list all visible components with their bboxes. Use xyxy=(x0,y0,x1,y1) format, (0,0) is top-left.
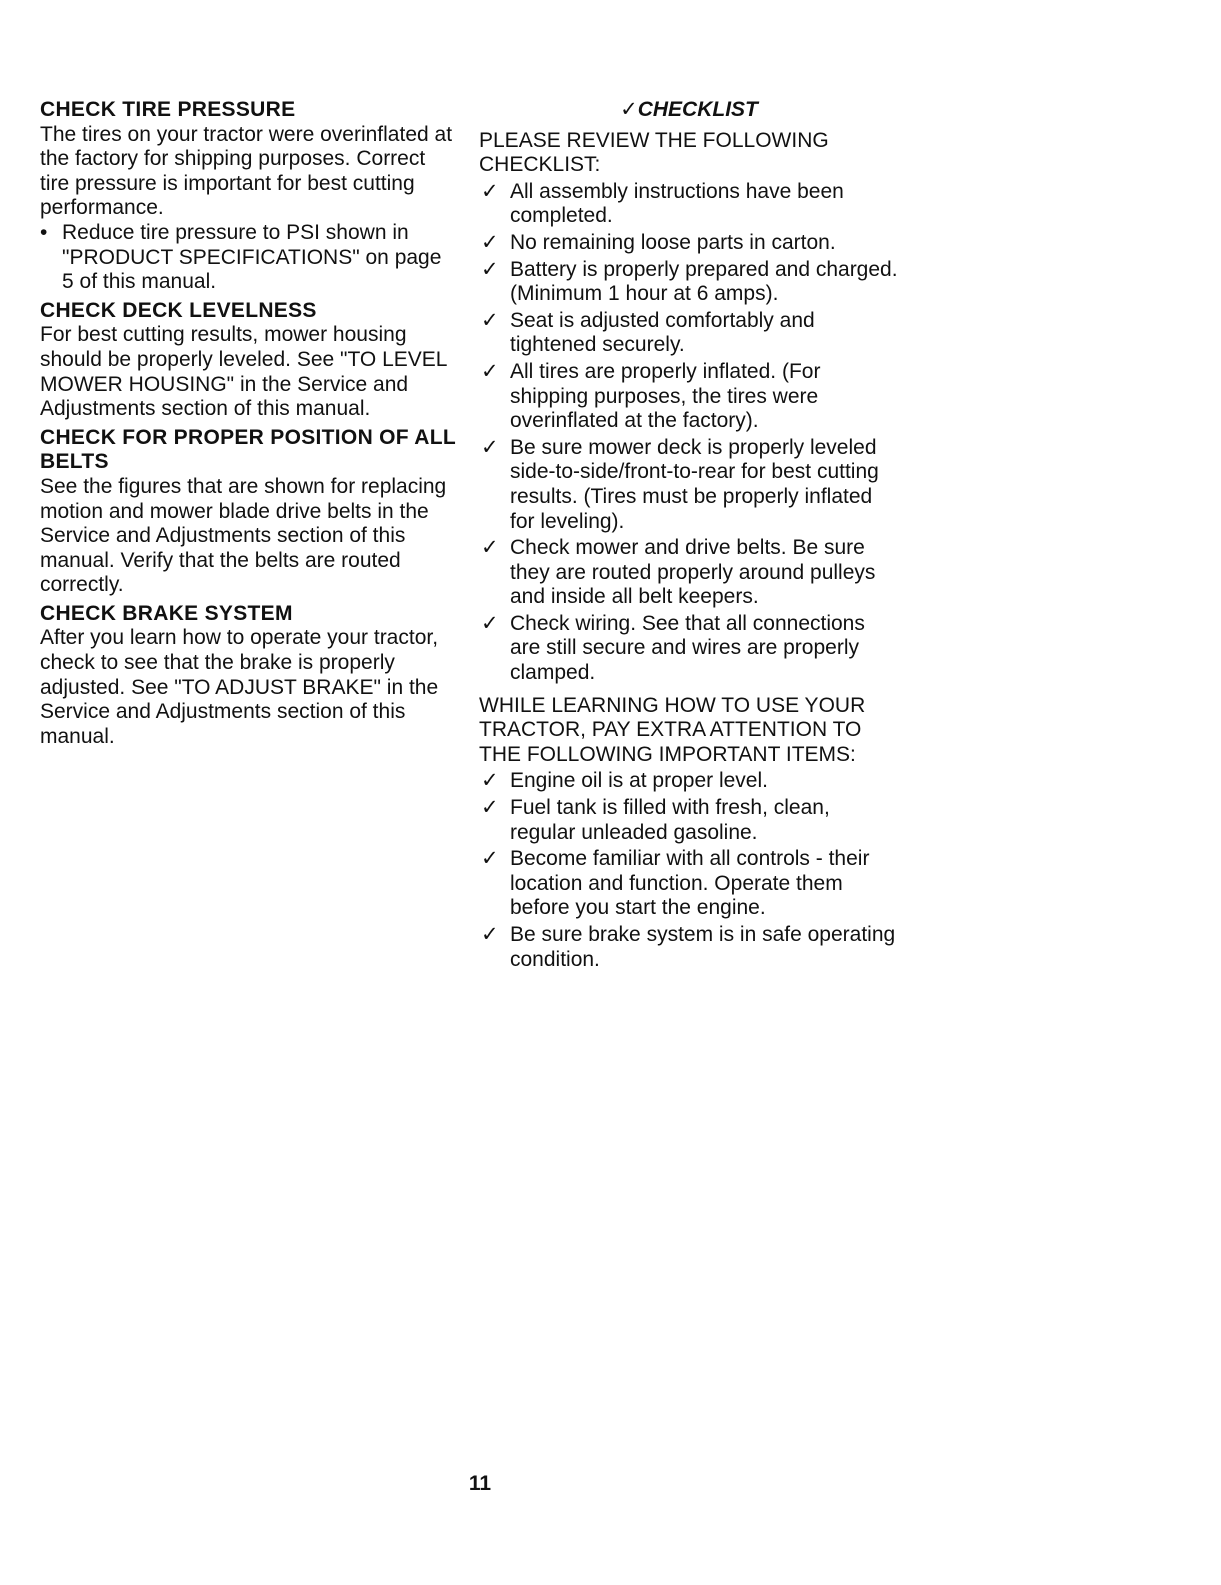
check-mark-icon: ✓ xyxy=(481,230,499,254)
checklist-item xyxy=(479,769,899,794)
checklist-item xyxy=(479,923,899,972)
section-body: After you learn how to operate your tractor, check to see that the brake is properly adjusted. See "TO ADJUST BRAKE" in the Service and Adjustments section of this manual. xyxy=(40,626,439,748)
check-mark-icon: ✓ xyxy=(481,796,499,820)
section-deck-levelness xyxy=(40,299,458,422)
section-heading: CHECK DECK LEVELNESS xyxy=(40,298,317,322)
section-body: The tires on your tractor were overinflated at the factory for shipping purposes. Correct tire pressure is important for best cutting performance. xyxy=(40,122,453,220)
section-belts xyxy=(40,426,458,598)
check-mark-icon: ✓ xyxy=(481,179,499,203)
important-items-list xyxy=(479,769,899,972)
checklist-item-text: Battery is properly prepared and charged. (Minimum 1 hour at 6 amps). xyxy=(510,257,898,306)
checklist-item xyxy=(479,309,899,358)
checklist-item xyxy=(479,180,899,229)
important-items-intro: WHILE LEARNING HOW TO USE YOUR TRACTOR, PAY EXTRA ATTENTION TO THE FOLLOWING IMPORTANT ITEMS: xyxy=(479,693,866,766)
right-column xyxy=(479,98,899,974)
checklist-item-text: Check wiring. See that all connections are still secure and wires are properly clamped. xyxy=(510,611,865,685)
check-mark-icon: ✓ xyxy=(481,257,499,281)
checklist-item xyxy=(479,360,899,434)
check-mark-icon: ✓ xyxy=(481,611,499,635)
page-number: 11 xyxy=(468,1472,492,1495)
check-mark-icon: ✓ xyxy=(481,435,499,459)
check-mark-icon: ✓ xyxy=(481,923,499,946)
checklist-list xyxy=(479,180,899,686)
checklist-item-text: Be sure brake system is in safe operating condition. xyxy=(510,923,896,971)
check-mark-icon: ✓ xyxy=(481,308,499,332)
section-heading: CHECK FOR PROPER POSITION OF ALL BELTS xyxy=(40,425,456,474)
check-mark-icon: ✓ xyxy=(481,847,499,871)
checklist-intro: PLEASE REVIEW THE FOLLOWING CHECKLIST: xyxy=(479,128,829,177)
checklist-item-text: Check mower and drive belts. Be sure they are routed properly around pulleys and inside all belt keepers. xyxy=(510,536,876,609)
checklist-item xyxy=(479,231,899,256)
section-body: For best cutting results, mower housing should be properly leveled. See "TO LEVEL MOWER HOUSING" in the Service and Adjustments section of this manual. xyxy=(40,323,447,421)
section-body: See the figures that are shown for replacing motion and mower blade drive belts in the Service and Adjustments section of this manual. Verify that the belts are routed correctly. xyxy=(40,474,447,597)
checklist-item xyxy=(479,612,899,686)
checklist-item-text: No remaining loose parts in carton. xyxy=(510,230,836,254)
left-column xyxy=(40,98,458,753)
checklist-title: ✓CHECKLIST xyxy=(620,98,758,121)
checklist-item-text: Engine oil is at proper level. xyxy=(510,769,768,793)
checklist-item xyxy=(479,536,899,610)
checklist-item xyxy=(479,258,899,307)
section-tire-pressure xyxy=(40,98,458,295)
bullet-item: • Reduce tire pressure to PSI shown in "PRODUCT SPECIFICATIONS" on page 5 of this manual. xyxy=(40,221,458,295)
bullet-list xyxy=(40,221,458,295)
checklist-item xyxy=(479,847,899,921)
section-heading: CHECK BRAKE SYSTEM xyxy=(40,601,293,625)
check-mark-icon: ✓ xyxy=(481,536,499,560)
section-brake-system xyxy=(40,602,458,750)
check-mark-icon: ✓ xyxy=(481,359,499,383)
checklist-item-text: Become familiar with all controls - their location and function. Operate them before you start the engine. xyxy=(510,847,870,920)
checklist-item-text: Be sure mower deck is properly leveled side-to-side/front-to-rear for best cutting results. (Tires must be properly inflated for leveling). xyxy=(510,435,879,533)
section-heading: CHECK TIRE PRESSURE xyxy=(40,98,296,121)
checklist-item-text: All tires are properly inflated. (For shipping purposes, the tires were overinflated at the factory). xyxy=(510,359,821,433)
check-mark-icon: ✓ xyxy=(481,769,499,793)
checklist-item xyxy=(479,796,899,845)
checklist-item-text: All assembly instructions have been completed. xyxy=(510,179,844,228)
checklist-item-text: Fuel tank is filled with fresh, clean, regular unleaded gasoline. xyxy=(510,796,830,844)
checklist-item-text: Seat is adjusted comfortably and tightened securely. xyxy=(510,308,815,357)
checklist-item xyxy=(479,436,899,534)
